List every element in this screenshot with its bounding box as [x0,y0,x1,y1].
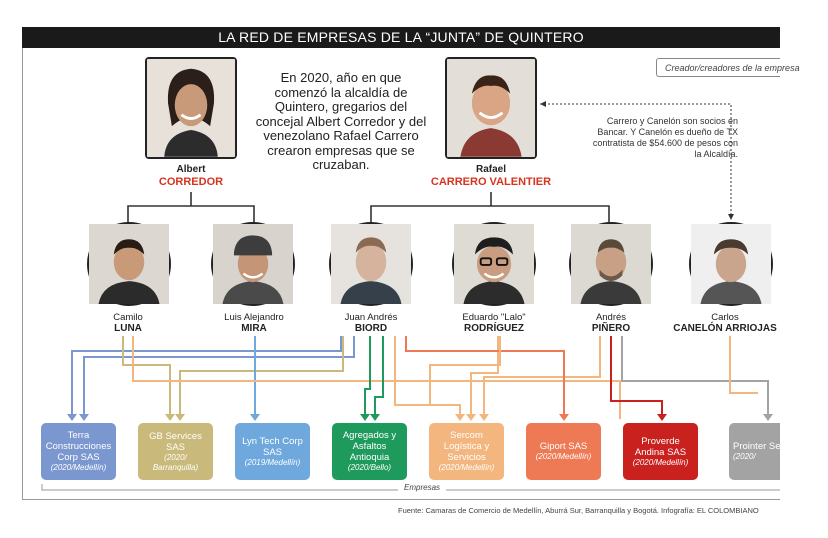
company-year: (2020/ [733,452,756,461]
juan-biord-photo [329,222,413,306]
companies-label: Empresas [398,483,446,492]
person-biord-label [316,312,426,334]
company-terra [41,423,116,480]
person-rodriguez-label [439,312,549,334]
infographic-title: LA RED DE EMPRESAS DE LA “JUNTA” DE QUINTERO [22,27,780,48]
company-agregados [332,423,407,480]
company-year: (2020/Medellín) [438,463,495,472]
person-luna-label [73,312,183,334]
person-last-name: BIORD [354,323,388,334]
eduardo-rodriguez-photo [452,222,536,306]
person-first-name: Juan Andrés [344,312,398,323]
founder-last-name: CARRERO VALENTIER [430,176,552,188]
company-gb-services [138,423,213,480]
camilo-luna-photo [87,222,171,306]
company-year: (2020/Bello) [347,463,392,472]
person-first-name: Eduardo "Lalo" [462,312,526,323]
founder-first-name: Rafael [475,164,506,175]
carlos-canelon-photo [689,222,773,306]
company-sercom [429,423,504,480]
company-name: Proverde Andina SAS [634,435,687,458]
person-first-name: Andrés [595,312,627,323]
founder-albert-label [136,164,246,188]
company-year: (2020/Medellín) [632,457,689,467]
company-year: (2020/Medellín) [535,452,592,461]
founder-last-name: CORREDOR [158,176,224,188]
company-giport [526,423,601,480]
founder-tree [128,192,609,222]
company-year: (2020/ Barranquilla) [152,452,199,472]
source-credit: Fuente: Camaras de Comercio de Medellín, Aburrá Sur, Barranquilla y Bogotá. Infografía: EL COLOMBIANO [398,506,759,515]
founder-first-name: Albert [176,164,206,175]
albert-corredor-photo [145,57,237,159]
andres-pinero-photo [569,222,653,306]
person-last-name: RODRÍGUEZ [464,323,524,334]
intro-text: En 2020, año en que comenzó la alcaldía de Quintero, gregarios del concejal Albert Corredor y del venezolano Rafael Carrero crearon empresas que se cruzaban. [255,70,427,172]
luis-mira-photo [211,222,295,306]
person-last-name: LUNA [114,323,142,334]
person-last-name: MIRA [241,323,267,334]
company-name: Lyn Tech Corp SAS [242,435,303,458]
company-name: Giport SAS [539,441,588,452]
company-lyn-tech [235,423,310,480]
person-last-name: PIÑERO [591,323,631,334]
rafael-carrero-photo [445,57,537,159]
person-first-name: Carlos [711,312,739,323]
person-first-name: Camilo [113,312,143,323]
legend-box: Creador/creadores de la empresa [656,58,780,77]
founder-rafael-label [416,164,566,188]
company-year: (2019/Medellín) [244,457,301,467]
arrowheads [67,414,773,421]
partner-note: Carrero y Canelón son socios en Bancar. Y Canelón es dueño de TX contratista de $54.600 de pesos con la Alcaldía. [592,116,738,159]
person-pinero-label [556,312,666,334]
company-name: GB Services SAS [149,430,202,453]
person-canelon-label [670,312,780,334]
person-last-name: CANELÓN ARRIOJAS [673,323,777,334]
company-name: Prointer Ser Integrales [733,441,828,452]
company-name: Sercom Logística y Servicios [443,430,490,463]
company-prointer [729,423,828,480]
company-year: (2020/Medellín) [50,463,107,472]
company-name: Agregados y Asfaltos Antioquia [342,430,397,463]
company-name: Terra Construcciones Corp SAS [45,430,112,463]
person-first-name: Luis Alejandro [224,312,284,323]
person-mira-label [199,312,309,334]
company-proverde [623,423,698,480]
